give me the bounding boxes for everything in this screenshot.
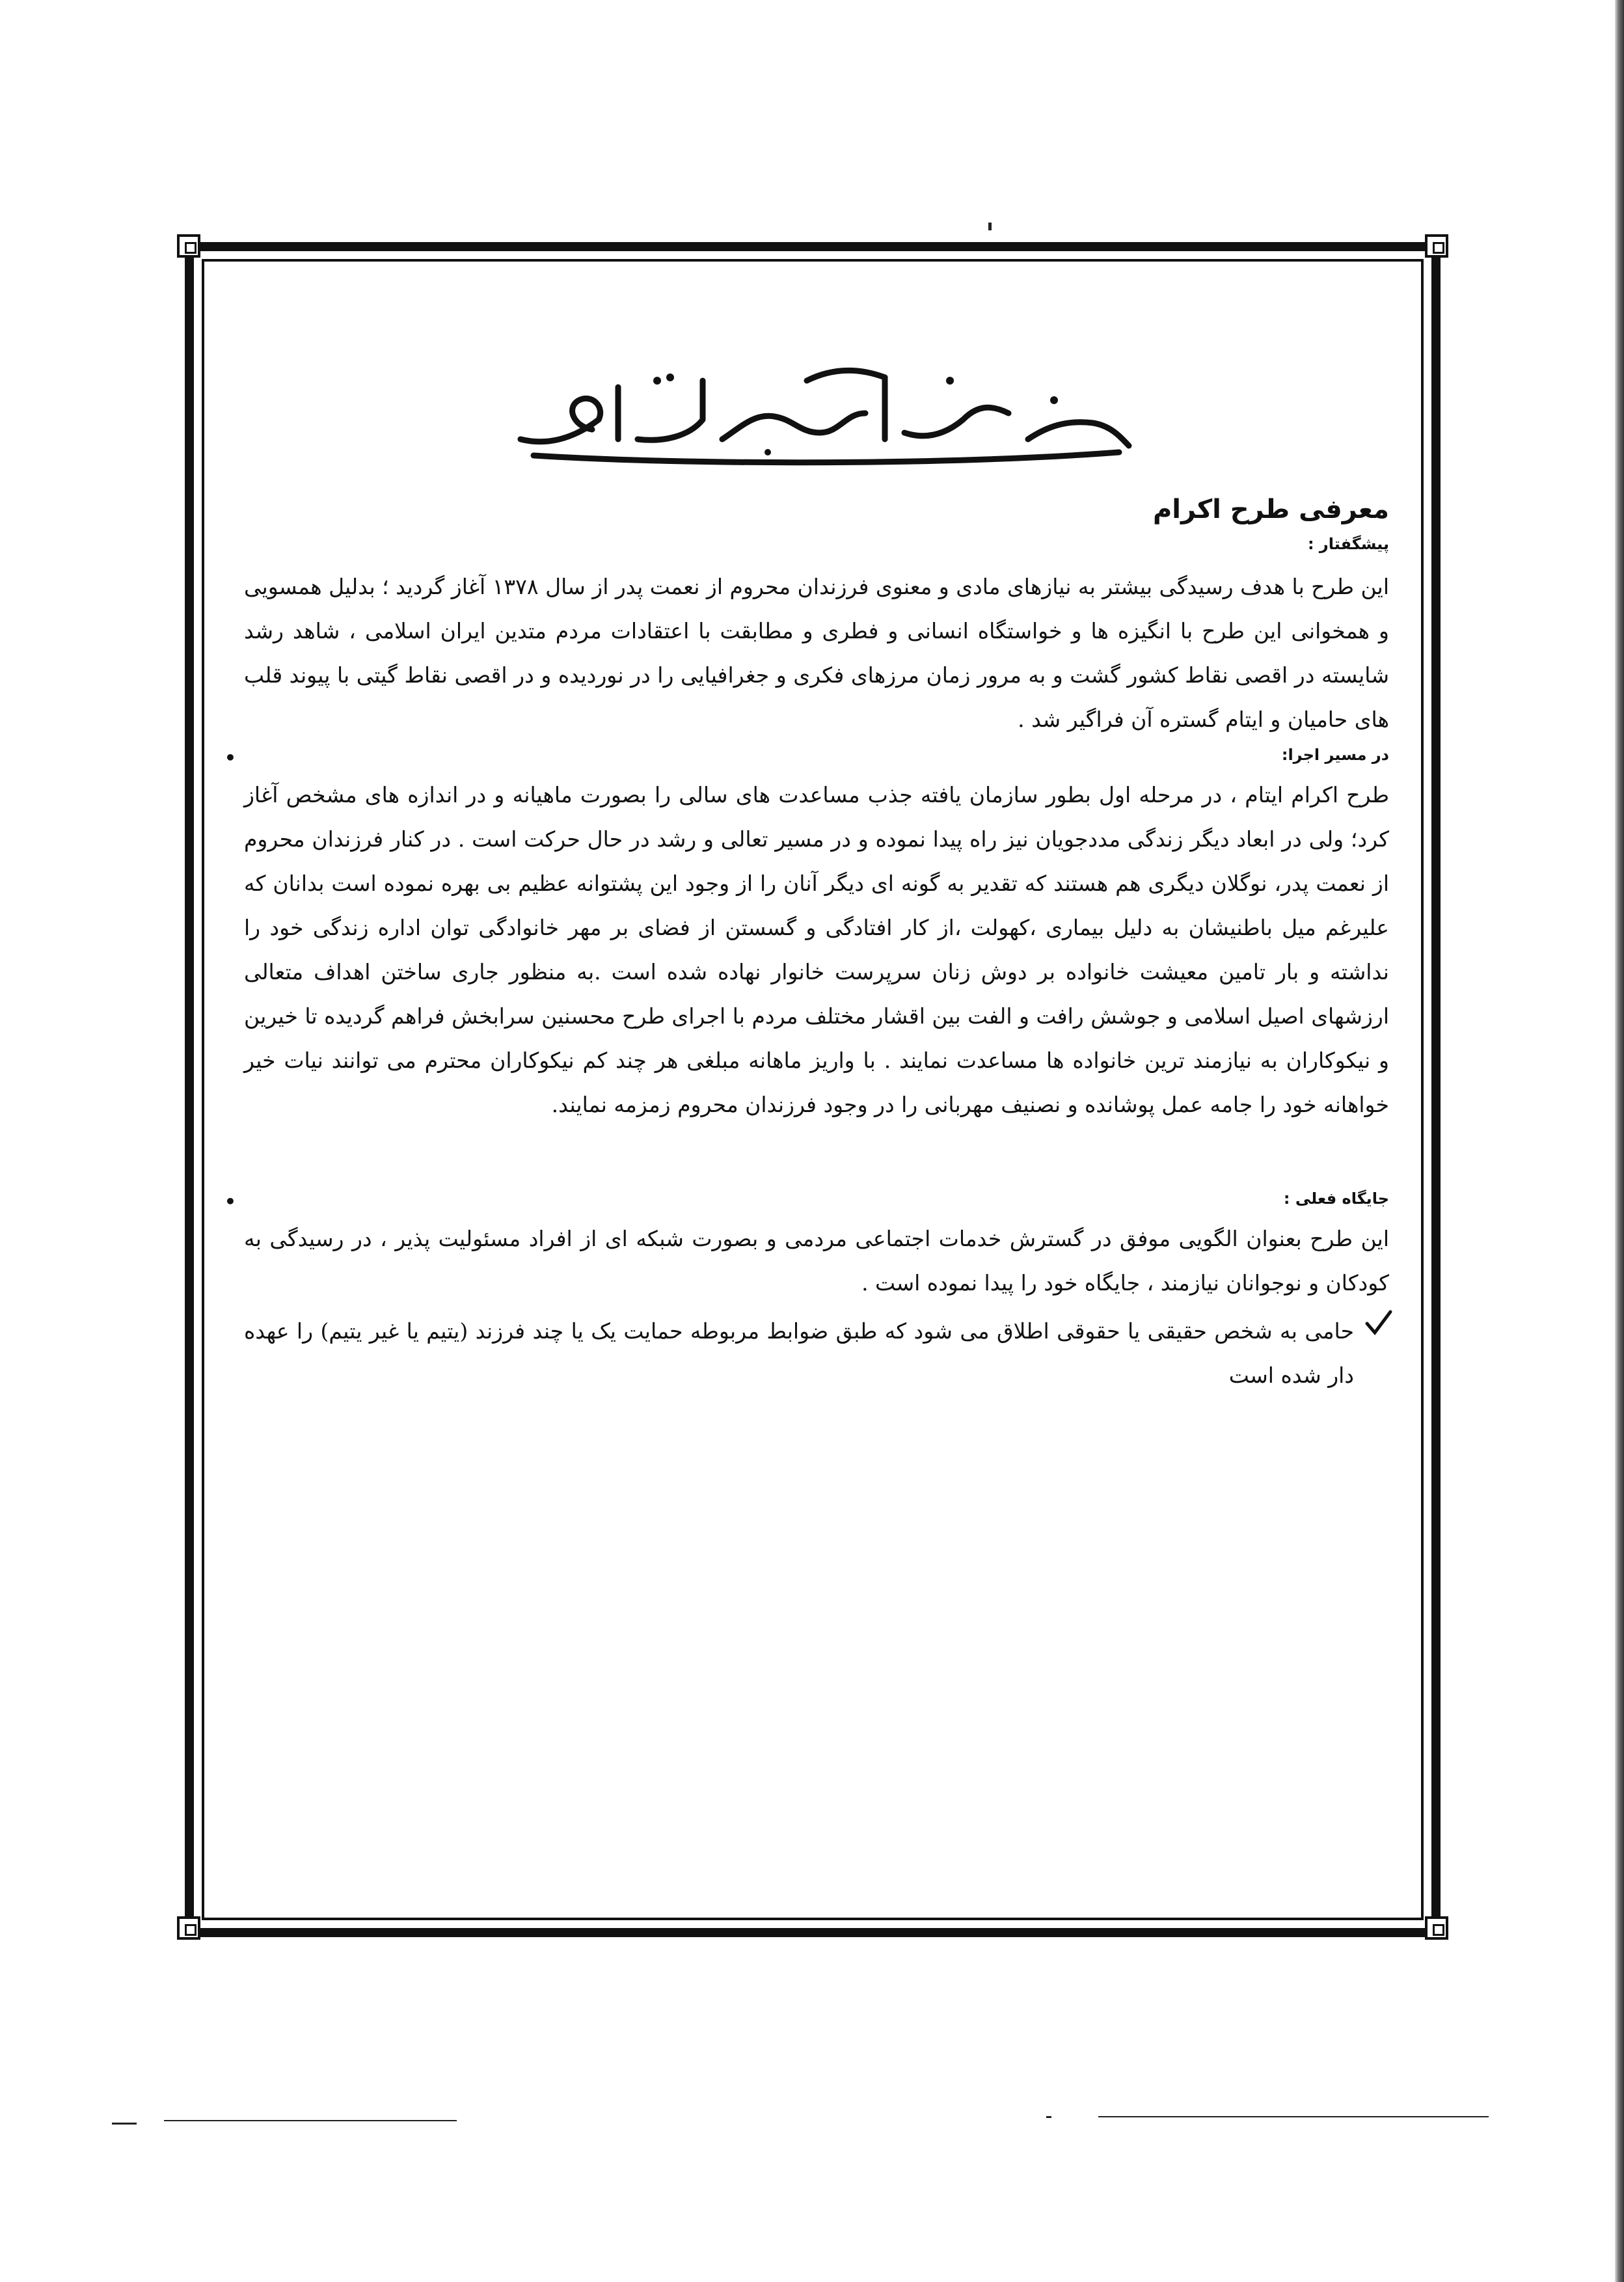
section-heading-label: در مسیر اجرا:	[1281, 746, 1389, 764]
section-heading-label: جایگاه فعلی :	[1283, 1189, 1389, 1208]
scan-mark	[988, 223, 992, 230]
svg-text:بسم الله الرحمن الرحیم: بسم الله الرحمن الرحیم	[816, 361, 824, 362]
definition-note	[244, 1309, 1389, 1398]
section-paragraph-preface: این طرح با هدف رسیدگی بیشتر به نیازهای مادی و معنوی فرزندان محروم از نعمت پدر از سال ۱۳۷۸ آغاز گردید ؛ بدلیل همسویی و همخوانی این طرح با انگیزه ها و خواستگاه انسانی و فطری و مطابقت با اعتقادات مردم متدین ایران اسلامی ، شاهد رشد شایسته در اقصی نقاط کشور گشت و به مرور زمان مرزهای فکری و جغرافیایی را در نوردیده و در اقصی نقاط گیتی با پیوند قلب های حامیان و ایتام گستره آن فراگیر شد .	[244, 574, 1389, 732]
page-title: معرفی طرح اکرام	[1152, 495, 1389, 524]
border-corner-ornament	[1425, 234, 1448, 258]
border-corner-ornament	[177, 234, 200, 258]
scan-mark	[112, 2123, 137, 2125]
scan-mark	[164, 2120, 457, 2121]
scan-mark	[1098, 2116, 1489, 2117]
bismillah-calligraphy	[494, 342, 1145, 472]
section-heading-preface: پیشگفتار :	[1307, 535, 1389, 553]
border-corner-ornament	[1425, 1916, 1448, 1940]
border-corner-ornament	[177, 1916, 200, 1940]
checkmark-icon	[1364, 1309, 1393, 1338]
definition-note-text: حامی به شخص حقیقی یا حقوقی اطلاق می شود که طبق ضوابط مربوطه حمایت یک یا چند فرزند (یتیم یا غیر یتیم) را عهده دار شده است	[244, 1318, 1354, 1388]
scan-mark	[1046, 2116, 1051, 2118]
scanner-edge	[1615, 0, 1624, 2282]
document-body	[224, 482, 1389, 1398]
section-paragraph-implementation: طرح اکرام ایتام ، در مرحله اول بطور سازمان یافته جذب مساعدت های سالی را بصورت ماهیانه و در اندازه های مشخص آغاز کرد؛ ولی در ابعاد دیگر زندگی مددجویان نیز راه پیدا نموده و در مسیر تعالی و رشد در حال حرکت است . در کنار فرزندان محروم از نعمت پدر، نوگلان دیگری هم هستند که تقدیر به گونه ای دیگر آنان را از وجود این پشتوانه عظیم بی بهره نموده است بدانان که علیرغم میل باطنیشان به دلیل بیماری ،کهولت ،از کار افتادگی و گسستن از فضای بر مهر خانوادگی توان اداره زندگی خود را نداشته و بار تامین معیشت خانواده بر دوش زنان سرپرست خانوار نهاده شده است .به منظور جاری ساختن اهداف متعالی ارزشهای اصیل اسلامی و جوشش رافت و الفت بین اقشار مختلف مردم با اجرای طرح محسنین سرابخش فراهم گردیده تا خیرین و نیکوکاران به نیازمند ترین خانواده ها مساعدت نمایند . با واریز ماهانه مبلغی هر چند کم نیکوکاران محترم می توانند نیات خیر خواهانه خود را جامه عمل پوشانده و نصنیف مهربانی را در وجود فرزندان محروم زمزمه نمایند.	[244, 782, 1389, 1117]
section-heading-implementation	[224, 746, 1389, 768]
bullet-dot-icon: •	[224, 1191, 236, 1212]
section-heading-current-position	[224, 1189, 1389, 1212]
section-paragraph-current-position: این طرح بعنوان الگویی موفق در گسترش خدمات اجتماعی مردمی و بصورت شبکه ای از افراد مسئولیت پذیر ، در رسیدگی به کودکان و نوجوانان نیازمند ، جایگاه خود را پیدا نموده است .	[244, 1226, 1389, 1296]
bullet-dot-icon: •	[224, 747, 236, 768]
